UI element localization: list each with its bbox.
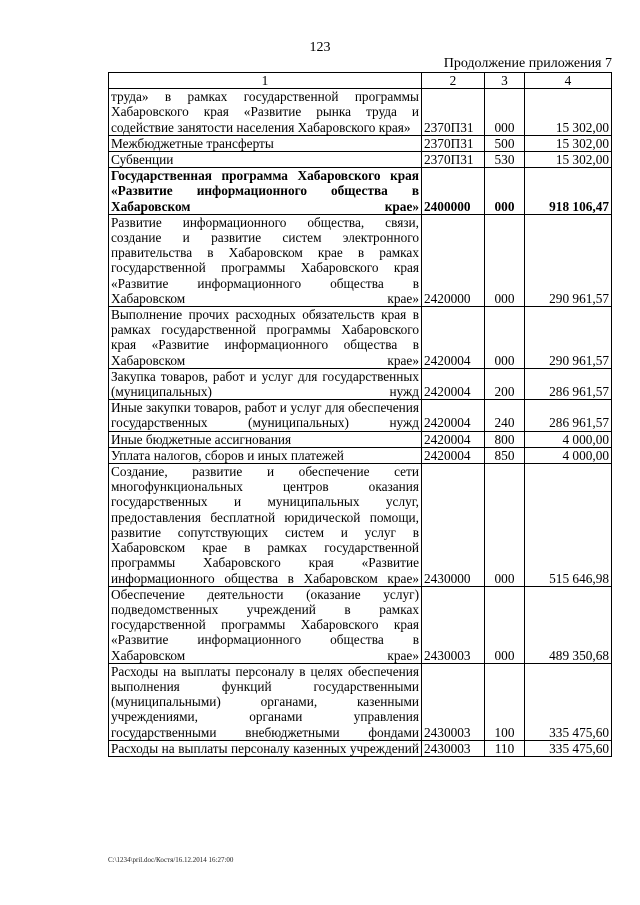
row-code: 2420000 bbox=[422, 214, 485, 306]
row-name: Выполнение прочих расходных обязательств края в рамках государственной программы Хабаровского края «Развитие информационного общества в Хабаровском крае» bbox=[109, 307, 422, 369]
row-code: 2420004 bbox=[422, 447, 485, 463]
row-name: Закупка товаров, работ и услуг для государственных (муниципальных) нужд bbox=[109, 368, 422, 399]
row-kind: 240 bbox=[485, 400, 525, 431]
row-code: 2420004 bbox=[422, 431, 485, 447]
row-name: Межбюджетные трансферты bbox=[109, 135, 422, 151]
table-row bbox=[109, 400, 612, 431]
column-header: 2 bbox=[422, 73, 485, 89]
file-path-footer: C:\1234\pril.doc/Костя/16.12.2014 16:27:00 bbox=[108, 856, 234, 864]
row-amount: 286 961,57 bbox=[525, 368, 612, 399]
row-kind: 000 bbox=[485, 307, 525, 369]
row-amount: 15 302,00 bbox=[525, 152, 612, 168]
row-kind: 200 bbox=[485, 368, 525, 399]
row-code: 2430000 bbox=[422, 464, 485, 587]
table-row bbox=[109, 431, 612, 447]
row-amount: 335 475,60 bbox=[525, 740, 612, 756]
row-code: 2370П31 bbox=[422, 89, 485, 136]
row-code: 2420004 bbox=[422, 307, 485, 369]
row-amount: 335 475,60 bbox=[525, 663, 612, 740]
table-row bbox=[109, 368, 612, 399]
row-name: Обеспечение деятельности (оказание услуг) подведомственных учреждений в рамках государственной программы Хабаровского края «Развитие информационного общества в Хабаровском крае» bbox=[109, 586, 422, 663]
row-amount: 15 302,00 bbox=[525, 89, 612, 136]
row-amount: 4 000,00 bbox=[525, 447, 612, 463]
row-kind: 500 bbox=[485, 135, 525, 151]
row-name: Расходы на выплаты персоналу в целях обеспечения выполнения функций государственными (муниципальными) органами, казенными учреждениями, органами управления государственными внебюджетными фондами bbox=[109, 663, 422, 740]
row-name: Государственная программа Хабаровского края «Развитие информационного общества в Хабаровском крае» bbox=[109, 168, 422, 215]
table-row bbox=[109, 152, 612, 168]
column-header: 4 bbox=[525, 73, 612, 89]
table-row bbox=[109, 135, 612, 151]
row-code: 2430003 bbox=[422, 586, 485, 663]
row-amount: 489 350,68 bbox=[525, 586, 612, 663]
row-amount: 15 302,00 bbox=[525, 135, 612, 151]
row-amount: 918 106,47 bbox=[525, 168, 612, 215]
row-code: 2430003 bbox=[422, 740, 485, 756]
row-kind: 110 bbox=[485, 740, 525, 756]
row-name: Развитие информационного общества, связи, создание и развитие систем электронного правительства в Хабаровском крае в рамках государственной программы Хабаровского края «Развитие информационного общества в Хабаровском крае» bbox=[109, 214, 422, 306]
column-header: 3 bbox=[485, 73, 525, 89]
row-name: Расходы на выплаты персоналу казенных учреждений bbox=[109, 740, 422, 756]
row-name: Создание, развитие и обеспечение сети многофункциональных центров оказания государственных и муниципальных услуг, предоставления бесплатной юридической помощи, развитие сопутствующих систем и услуг в Хабаровском крае в рамках государственной программы Хабаровского края «Развитие информационного общества в Хабаровском крае» bbox=[109, 464, 422, 587]
row-kind: 100 bbox=[485, 663, 525, 740]
table-header-row bbox=[109, 73, 612, 89]
budget-table bbox=[108, 72, 612, 757]
row-code: 2430003 bbox=[422, 663, 485, 740]
page-number: 123 bbox=[309, 40, 331, 55]
row-amount: 4 000,00 bbox=[525, 431, 612, 447]
row-name: Иные закупки товаров, работ и услуг для обеспечения государственных (муниципальных) нужд bbox=[109, 400, 422, 431]
table-row bbox=[109, 89, 612, 136]
table-row bbox=[109, 214, 612, 306]
row-name: труда» в рамках государственной программы Хабаровского края «Развитие рынка труда и содействие занятости населения Хабаровского края» bbox=[109, 89, 422, 136]
row-kind: 000 bbox=[485, 214, 525, 306]
continuation-title: Продолжение приложения 7 bbox=[443, 56, 612, 71]
row-kind: 000 bbox=[485, 464, 525, 587]
row-amount: 290 961,57 bbox=[525, 214, 612, 306]
row-amount: 286 961,57 bbox=[525, 400, 612, 431]
row-code: 2420004 bbox=[422, 400, 485, 431]
row-code: 2370П31 bbox=[422, 135, 485, 151]
row-amount: 290 961,57 bbox=[525, 307, 612, 369]
row-name: Уплата налогов, сборов и иных платежей bbox=[109, 447, 422, 463]
row-kind: 530 bbox=[485, 152, 525, 168]
row-code: 2400000 bbox=[422, 168, 485, 215]
row-kind: 850 bbox=[485, 447, 525, 463]
table-row bbox=[109, 663, 612, 740]
table-row bbox=[109, 740, 612, 756]
table-body bbox=[109, 89, 612, 757]
table-row bbox=[109, 586, 612, 663]
row-kind: 800 bbox=[485, 431, 525, 447]
row-name: Субвенции bbox=[109, 152, 422, 168]
row-kind: 000 bbox=[485, 168, 525, 215]
column-header: 1 bbox=[109, 73, 422, 89]
table-row bbox=[109, 307, 612, 369]
table-row bbox=[109, 447, 612, 463]
row-name: Иные бюджетные ассигнования bbox=[109, 431, 422, 447]
row-kind: 000 bbox=[485, 89, 525, 136]
row-code: 2420004 bbox=[422, 368, 485, 399]
row-kind: 000 bbox=[485, 586, 525, 663]
row-code: 2370П31 bbox=[422, 152, 485, 168]
table-row bbox=[109, 464, 612, 587]
row-amount: 515 646,98 bbox=[525, 464, 612, 587]
table-row bbox=[109, 168, 612, 215]
